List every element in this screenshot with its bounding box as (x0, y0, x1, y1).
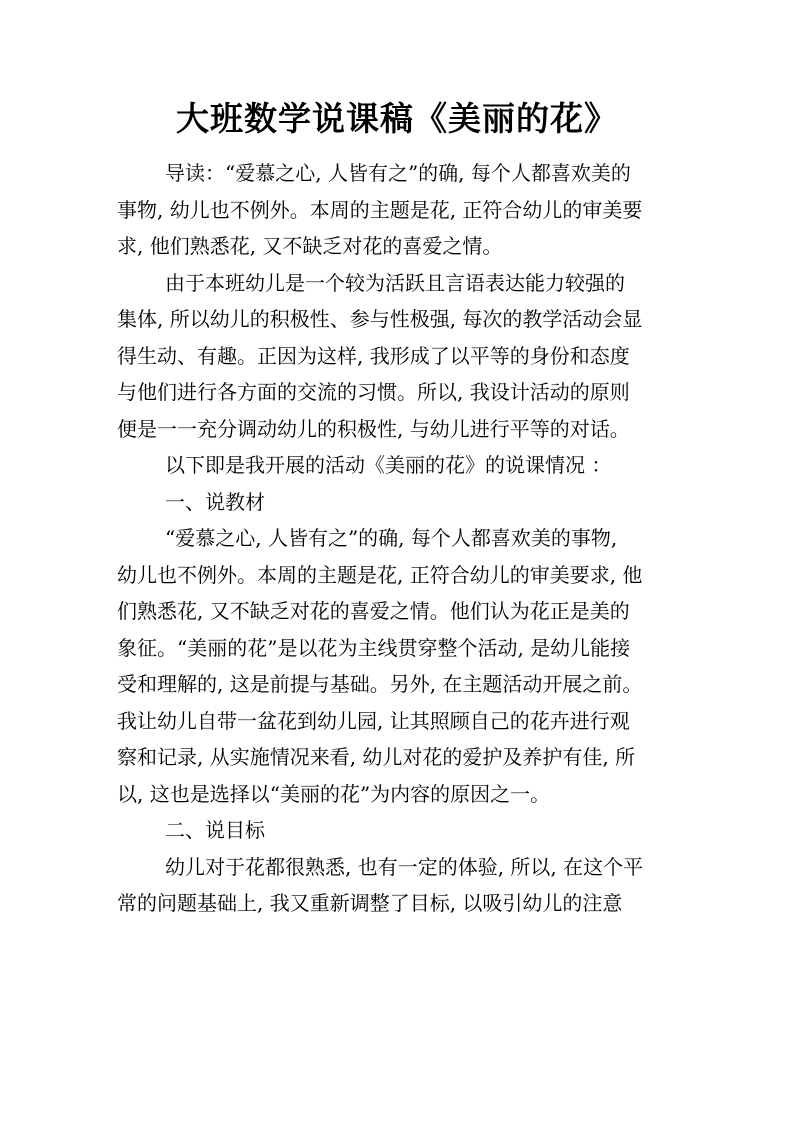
text-line: 受和理解的, 这是前提与基础。另外, 在主题活动开展之前。 (117, 672, 643, 696)
text-line: 察和记录, 从实施情况来看, 幼儿对花的爱护及养护有佳, 所 (117, 745, 636, 769)
text-line: 导读：“爱慕之心, 人皆有之”的确, 每个人都喜欢美的 (165, 161, 631, 185)
text-line: 事物, 幼儿也不例外。本周的主题是花, 正符合幼儿的审美要 (117, 197, 643, 222)
text-line: 求, 他们熟悉花, 又不缺乏对花的喜爱之情。 (117, 234, 503, 258)
text-line: 与他们进行各方面的交流的习惯。所以, 我设计活动的原则 (117, 380, 630, 404)
text-line: 便是一一充分调动幼儿的积极性, 与幼儿进行平等的对话。 (117, 416, 630, 441)
text-line: 们熟悉花, 又不缺乏对花的喜爱之情。他们认为花正是美的 (117, 599, 630, 623)
text-line: 幼儿对于花都很熟悉, 也有一定的体验, 所以, 在这个平 (165, 854, 644, 879)
text-line: 我让幼儿自带一盆花到幼儿园, 让其照顾自己的花卉进行观 (117, 708, 630, 733)
text-line: “爱慕之心, 人皆有之”的确, 每个人都喜欢美的事物, (165, 526, 618, 550)
text-line: 由于本班幼儿是一个较为活跃且言语表达能力较强的 (165, 270, 625, 295)
text-line: 得生动、有趣。正因为这样, 我形成了以平等的身份和态度 (117, 343, 630, 368)
text-line: 以, 这也是选择以“美丽的花”为内容的原因之一。 (117, 781, 551, 806)
text-line: 象征。“美丽的花”是以花为主线贯穿整个活动, 是幼儿能接 (117, 635, 631, 660)
document-title: 大班数学说课稿《美丽的花》 (176, 99, 618, 138)
text-line: 集体, 所以幼儿的积极性、参与性极强, 每次的教学活动会显 (117, 307, 643, 331)
text-line: 以下即是我开展的活动《美丽的花》的说课情况 ： (165, 453, 612, 477)
text-line: 二、说目标 (165, 818, 265, 842)
text-line: 常的问题基础上, 我又重新调整了目标, 以吸引幼儿的注意 (117, 891, 623, 915)
document-body (117, 155, 697, 922)
text-line: 幼儿也不例外。本周的主题是花, 正符合幼儿的审美要求, 他 (117, 562, 643, 587)
text-line: 一、说教材 (165, 489, 265, 514)
